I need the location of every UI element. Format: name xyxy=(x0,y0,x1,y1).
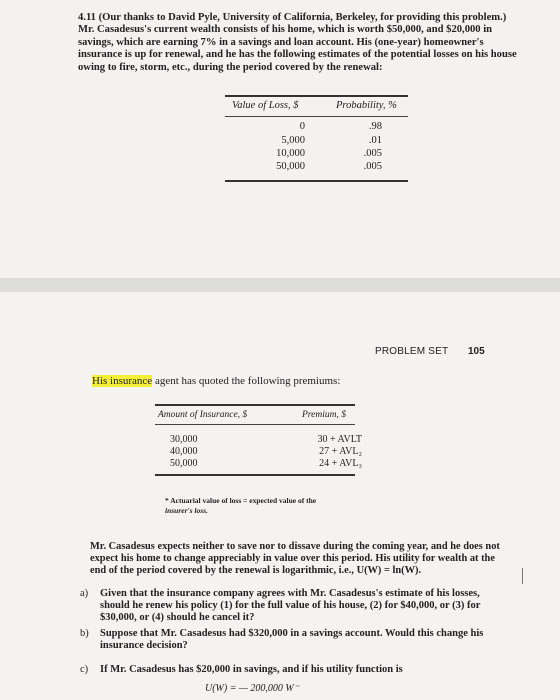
question-c-text: If Mr. Casadesus has $20,000 in savings, and if his utility function is xyxy=(100,664,403,675)
text-cursor xyxy=(522,568,523,584)
utility-formula: U(W) = — 200,000 W⁻ xyxy=(205,683,299,694)
running-head: PROBLEM SET xyxy=(375,346,449,357)
premium-table-header-rule xyxy=(155,424,355,425)
utility-description: Mr. Casadesus expects neither to save nor to dissave during the coming year, and he does not expect his home to change appreciably in value over this period. His utility for wealth at the end of the period covered by the renewal is logarithmic, i.e., U(W) = ln(W). xyxy=(90,541,500,576)
question-b-text: Suppose that Mr. Casadesus had $320,000 in a savings account. Would this change his insurance decision? xyxy=(100,628,484,651)
premium-cell: 27 + AVL₂ xyxy=(319,446,362,457)
table-bottom-rule xyxy=(225,180,408,182)
table-header-rule xyxy=(225,116,408,117)
probability-cell: .005 xyxy=(363,148,382,159)
insurance-amount-cell: 30,000 xyxy=(170,434,198,445)
probability-cell: .01 xyxy=(368,135,382,146)
footnote-line-2: insurer's loss. xyxy=(165,506,208,515)
col-header-amount-of-insurance: Amount of Insurance, $ xyxy=(158,410,248,420)
premium-table-bottom-rule xyxy=(155,474,355,476)
page-gap xyxy=(0,278,560,292)
question-b-label: b) xyxy=(80,628,89,639)
bottom-page xyxy=(0,292,560,700)
col-header-probability: Probability, % xyxy=(336,100,397,111)
loss-value-cell: 0 xyxy=(299,121,305,132)
col-header-premium: Premium, $ xyxy=(302,410,346,420)
intro-rest-text: agent has quoted the following premiums: xyxy=(152,375,341,387)
problem-4-11-text: 4.11 (Our thanks to David Pyle, University of California, Berkeley, for providing this problem.) Mr. Casadesus's current wealth consists of his home, which is worth $50,000, and $20,000 in savings, which are earning 7% in a savings and loan account. His (one-year) homeowner's insurance is up for renewal, and he has the following estimates of the potential losses on his house owing to fire, storm, etc., during the period covered by the renewal: xyxy=(78,12,517,73)
premium-cell: 24 + AVL₃ xyxy=(319,458,362,469)
insurance-amount-cell: 50,000 xyxy=(170,458,198,469)
premium-table-top-rule xyxy=(155,404,355,406)
page-number: 105 xyxy=(468,346,485,357)
question-c xyxy=(80,664,502,676)
probability-cell: .005 xyxy=(363,161,382,172)
loss-value-cell: 10,000 xyxy=(276,148,305,159)
question-a xyxy=(80,588,502,624)
footnote-line-1: * Actuarial value of loss = expected value of the xyxy=(165,496,317,505)
loss-value-cell: 5,000 xyxy=(281,135,305,146)
table-top-rule xyxy=(225,95,408,97)
premium-intro xyxy=(92,375,532,388)
question-a-text: Given that the insurance company agrees with Mr. Casadesus's estimate of his losses, should he renew his policy (1) for the full value of his house, (2) for $40,000, or (3) for $30,000, or (4) should he cancel it? xyxy=(100,588,481,623)
top-page xyxy=(0,0,560,278)
highlighted-text: His insurance xyxy=(92,375,153,387)
question-b xyxy=(80,628,502,652)
question-a-label: a) xyxy=(80,588,89,599)
premium-cell: 30 + AVLT xyxy=(317,434,362,445)
question-c-label: c) xyxy=(80,664,89,675)
loss-value-cell: 50,000 xyxy=(276,161,305,172)
col-header-value-of-loss: Value of Loss, $ xyxy=(232,100,299,111)
probability-cell: .98 xyxy=(368,121,382,132)
insurance-amount-cell: 40,000 xyxy=(170,446,198,457)
